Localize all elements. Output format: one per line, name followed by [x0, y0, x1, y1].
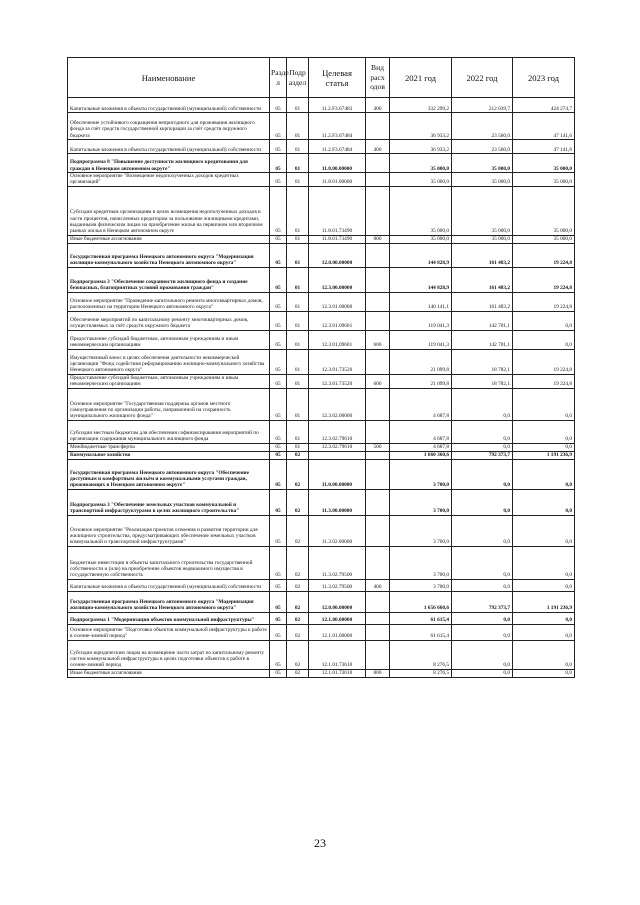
cell-subsection: 01: [287, 140, 309, 154]
cell-2023: 0,0: [513, 311, 575, 330]
cell-expense-type: [366, 612, 390, 624]
cell-2023: 47 141,6: [513, 113, 575, 140]
cell-2023: 0,0: [513, 515, 575, 546]
cell-2023: 19 224,8: [513, 292, 575, 311]
cell-expense-type: [366, 243, 390, 267]
cell-section: 05: [270, 267, 287, 292]
cell-subsection: 01: [287, 98, 309, 113]
cell-2022: 161 483,2: [452, 292, 513, 311]
cell-2021: 21 099,8: [390, 374, 452, 388]
cell-expense-type: [366, 515, 390, 546]
cell-2021: 144 828,9: [390, 267, 452, 292]
cell-section: 05: [270, 140, 287, 154]
cell-2023: 19 224,8: [513, 243, 575, 267]
cell-subsection: 02: [287, 546, 309, 579]
table-row: [68, 243, 575, 267]
table-row: [68, 173, 575, 187]
cell-section: 05: [270, 515, 287, 546]
cell-2022: 142 701,1: [452, 311, 513, 330]
cell-target-article: 12.1.01.00000: [309, 624, 366, 640]
cell-section: 05: [270, 349, 287, 374]
cell-target-article: 12.3.00.00000: [309, 267, 366, 292]
cell-expense-type: [366, 349, 390, 374]
header-section: Разде л: [270, 58, 287, 98]
table-row: [68, 515, 575, 546]
cell-2022: 0,0: [452, 624, 513, 640]
cell-target-article: 12.0.00.00000: [309, 243, 366, 267]
cell-section: 05: [270, 591, 287, 612]
cell-name: Обеспечение устойчивого сокращения непригодного для проживания жилищного фонда за счёт средств государственной корпорации за счёт средств окружного бюджета: [68, 113, 270, 140]
cell-2021: 61 615,4: [390, 624, 452, 640]
cell-expense-type: [366, 640, 390, 669]
cell-subsection: 01: [287, 235, 309, 243]
cell-expense-type: [366, 459, 390, 489]
cell-target-article: 11.8.01.00000: [309, 173, 366, 187]
cell-2023: 19 224,8: [513, 374, 575, 388]
cell-2023: 1 191 236,9: [513, 451, 575, 459]
cell-subsection: 02: [287, 640, 309, 669]
cell-2021: 36 933,2: [390, 113, 452, 140]
table-row: [68, 624, 575, 640]
cell-name: Капитальные вложения в объекты государственной (муниципальной) собственности: [68, 140, 270, 154]
cell-subsection: 02: [287, 591, 309, 612]
table-header-row: [68, 58, 575, 98]
cell-target-article: 11.8.00.00000: [309, 154, 366, 173]
cell-2022: 35 000,0: [452, 186, 513, 235]
cell-expense-type: 800: [366, 669, 390, 677]
header-name: Наименование: [68, 58, 270, 98]
cell-2021: 3 700,0: [390, 515, 452, 546]
cell-name: Иные бюджетные ассигнования: [68, 235, 270, 243]
cell-name: Межбюджетные трансферты: [68, 443, 270, 451]
header-2022: 2022 год: [452, 58, 513, 98]
cell-2022: 0,0: [452, 612, 513, 624]
cell-expense-type: [366, 113, 390, 140]
cell-2021: 8 276,5: [390, 640, 452, 669]
cell-name: Подпрограмма 3 "Обеспечение земельных участков коммунальной и транспортной инфраструктурами в целях жилищного строительства": [68, 489, 270, 515]
cell-subsection: 01: [287, 173, 309, 187]
cell-section: 05: [270, 113, 287, 140]
cell-2021: 4 687,8: [390, 420, 452, 443]
cell-name: Обеспечение мероприятий по капитальному ремонту многоквартирных домов, осуществляемых за счёт средств окружного бюджета: [68, 311, 270, 330]
cell-expense-type: 400: [366, 140, 390, 154]
cell-subsection: 01: [287, 154, 309, 173]
cell-section: 05: [270, 186, 287, 235]
cell-2021: 119 041,3: [390, 330, 452, 349]
cell-2022: 35 000,0: [452, 154, 513, 173]
cell-name: Предоставление субсидий бюджетным, автономным учреждениям и иным некоммерческим организациям: [68, 330, 270, 349]
cell-2022: 0,0: [452, 640, 513, 669]
cell-name: Подпрограмма 3 "Обеспечение сохранности жилищного фонда и создание безопасных, благоприятных условий проживания граждан": [68, 267, 270, 292]
cell-subsection: 02: [287, 459, 309, 489]
table-row: [68, 669, 575, 677]
cell-target-article: 12.1.01.73610: [309, 669, 366, 677]
cell-2022: 0,0: [452, 489, 513, 515]
cell-2021: 119 041,3: [390, 311, 452, 330]
cell-2023: 0,0: [513, 443, 575, 451]
cell-section: 05: [270, 612, 287, 624]
table-row: [68, 489, 575, 515]
cell-section: 05: [270, 388, 287, 420]
cell-section: 05: [270, 98, 287, 113]
header-2023: 2023 год: [513, 58, 575, 98]
cell-section: 05: [270, 292, 287, 311]
cell-name: Капитальные вложения в объекты государственной (муниципальной) собственности: [68, 579, 270, 591]
cell-2023: 0,0: [513, 330, 575, 349]
table-row: [68, 546, 575, 579]
cell-expense-type: [366, 173, 390, 187]
cell-name: Коммунальное хозяйство: [68, 451, 270, 459]
cell-2022: 18 782,1: [452, 374, 513, 388]
table-row: [68, 311, 575, 330]
cell-2022: 161 483,2: [452, 243, 513, 267]
cell-2023: 35 000,0: [513, 235, 575, 243]
table-row: [68, 591, 575, 612]
cell-2023: 0,0: [513, 624, 575, 640]
cell-2021: 61 615,4: [390, 612, 452, 624]
cell-2023: 0,0: [513, 579, 575, 591]
cell-2023: 35 000,0: [513, 154, 575, 173]
cell-2021: 35 000,0: [390, 173, 452, 187]
table-row: [68, 579, 575, 591]
cell-name: Субсидии юридическим лицам на возмещение части затрат по капитальному ремонту систем коммунальной инфраструктуры в целях подготовки объектов к работе в осенне-зимний период: [68, 640, 270, 669]
cell-2023: 0,0: [513, 459, 575, 489]
header-subsection: Подр аздел: [287, 58, 309, 98]
table-row: [68, 235, 575, 243]
cell-2022: 0,0: [452, 420, 513, 443]
cell-subsection: 01: [287, 113, 309, 140]
cell-target-article: 12.3.02.00000: [309, 388, 366, 420]
cell-target-article: 11.2.F3.67483: [309, 98, 366, 113]
cell-name: Основное мероприятие "Возмещение недополученных доходов кредитных организаций": [68, 173, 270, 187]
cell-target-article: 11.3.02.79500: [309, 546, 366, 579]
cell-expense-type: [366, 154, 390, 173]
cell-section: 05: [270, 443, 287, 451]
cell-2021: 35 000,0: [390, 186, 452, 235]
table-row: [68, 374, 575, 388]
cell-subsection: 01: [287, 420, 309, 443]
cell-expense-type: [366, 311, 390, 330]
cell-expense-type: 600: [366, 330, 390, 349]
cell-expense-type: [366, 186, 390, 235]
cell-expense-type: 400: [366, 98, 390, 113]
cell-target-article: 12.3.01.09601: [309, 311, 366, 330]
cell-expense-type: [366, 489, 390, 515]
cell-2023: 0,0: [513, 546, 575, 579]
table-row: [68, 459, 575, 489]
cell-2023: 0,0: [513, 640, 575, 669]
cell-expense-type: [366, 624, 390, 640]
table-row: [68, 140, 575, 154]
cell-expense-type: 800: [366, 235, 390, 243]
cell-section: 05: [270, 579, 287, 591]
cell-2022: 0,0: [452, 669, 513, 677]
cell-target-article: [309, 451, 366, 459]
cell-section: 05: [270, 154, 287, 173]
cell-name: Подпрограмма 8 "Повышение доступности жилищного кредитования для граждан в Ненецком автономном округе": [68, 154, 270, 173]
cell-2022: 0,0: [452, 579, 513, 591]
cell-name: Субсидии местным бюджетам для обеспечения софинансирования мероприятий по организации содержания муниципального жилищного фонда: [68, 420, 270, 443]
cell-subsection: 02: [287, 579, 309, 591]
cell-2021: 1 660 360,6: [390, 451, 452, 459]
table-row: [68, 330, 575, 349]
cell-2022: 0,0: [452, 515, 513, 546]
cell-2022: 212 039,7: [452, 98, 513, 113]
page-number: 23: [314, 836, 326, 850]
cell-2021: 4 687,8: [390, 443, 452, 451]
cell-name: Государственная программа Ненецкого автономного округа "Модернизация жилищно-коммунального хозяйства Ненецкого автономного округа": [68, 243, 270, 267]
cell-2023: 0,0: [513, 420, 575, 443]
cell-2021: 35 000,0: [390, 154, 452, 173]
cell-name: Иные бюджетные ассигнования: [68, 669, 270, 677]
cell-name: Государственная программа Ненецкого автономного округа "Обеспечение доступным и комфортным жильём и коммунальными услугами граждан, проживающих в Ненецком автономном округе": [68, 459, 270, 489]
cell-2021: 8 276,5: [390, 669, 452, 677]
cell-subsection: 01: [287, 330, 309, 349]
cell-2022: 792 373,7: [452, 591, 513, 612]
table-body: [68, 98, 575, 678]
table-row: [68, 267, 575, 292]
cell-2023: 35 000,0: [513, 173, 575, 187]
cell-2023: 0,0: [513, 489, 575, 515]
cell-expense-type: 500: [366, 443, 390, 451]
cell-name: Имущественный взнос в целях обеспечения деятельности некоммерческой организации "Фонд содействия реформированию жилищно-коммунального хозяйства Ненецкого автономного округа": [68, 349, 270, 374]
cell-expense-type: [366, 546, 390, 579]
cell-expense-type: [366, 420, 390, 443]
cell-name: Основное мероприятие "Государственная поддержка органов местного самоуправления по организации работы, направленной на сохранность муниципального жилищного фонда": [68, 388, 270, 420]
cell-2021: 3 700,0: [390, 579, 452, 591]
cell-expense-type: 600: [366, 374, 390, 388]
cell-target-article: 11.3.02.79500: [309, 579, 366, 591]
cell-section: 05: [270, 624, 287, 640]
cell-target-article: 12.3.01.09601: [309, 330, 366, 349]
cell-2023: 1 191 236,9: [513, 591, 575, 612]
table-row: [68, 292, 575, 311]
cell-target-article: 12.1.00.00000: [309, 612, 366, 624]
cell-name: Субсидии кредитным организациям в целях возмещения недополученных доходов в части процентов, начисленных кредитором за пользование жилищными кредитами, выданными физическим лицам на приобретение жилья на первичном или вторичном рынках жилья в Ненецком автономном округе: [68, 186, 270, 235]
header-expense-type: Вид расх одов: [366, 58, 390, 98]
table-row: [68, 420, 575, 443]
cell-2021: 4 687,8: [390, 388, 452, 420]
cell-2021: 144 828,9: [390, 243, 452, 267]
cell-name: Капитальные вложения в объекты государственной (муниципальной) собственности: [68, 98, 270, 113]
cell-subsection: 01: [287, 388, 309, 420]
cell-section: 05: [270, 640, 287, 669]
cell-subsection: 02: [287, 669, 309, 677]
cell-2023: 424 274,7: [513, 98, 575, 113]
cell-2021: 21 099,8: [390, 349, 452, 374]
cell-section: 05: [270, 669, 287, 677]
cell-2023: 0,0: [513, 388, 575, 420]
cell-2023: 0,0: [513, 612, 575, 624]
cell-target-article: 12.3.01.00000: [309, 292, 366, 311]
cell-target-article: 11.8.01.73490: [309, 186, 366, 235]
cell-target-article: 11.2.F3.67484: [309, 113, 366, 140]
table-row: [68, 612, 575, 624]
table-row: [68, 443, 575, 451]
cell-target-article: 11.8.01.73490: [309, 235, 366, 243]
cell-subsection: 02: [287, 612, 309, 624]
cell-subsection: 01: [287, 349, 309, 374]
cell-subsection: 01: [287, 374, 309, 388]
cell-2021: 140 141,1: [390, 292, 452, 311]
cell-section: 05: [270, 173, 287, 187]
cell-subsection: 01: [287, 243, 309, 267]
table-row: [68, 186, 575, 235]
cell-2022: 0,0: [452, 546, 513, 579]
cell-2021: 36 933,2: [390, 140, 452, 154]
cell-2022: 0,0: [452, 459, 513, 489]
cell-target-article: 12.3.01.73520: [309, 349, 366, 374]
cell-target-article: 11.3.02.00000: [309, 515, 366, 546]
cell-target-article: 12.1.01.73610: [309, 640, 366, 669]
cell-name: Подпрограмма 1 "Модернизация объектов коммунальной инфраструктуры": [68, 612, 270, 624]
cell-name: Государственная программа Ненецкого автономного округа "Модернизация жилищно-коммунального хозяйства Ненецкого автономного округа": [68, 591, 270, 612]
cell-subsection: 01: [287, 311, 309, 330]
cell-target-article: 12.3.01.73520: [309, 374, 366, 388]
cell-expense-type: [366, 451, 390, 459]
cell-name: Бюджетные инвестиции в объекты капитального строительства государственной собственности и (или) на приобретение объектов недвижимого имущества в государственную собственность: [68, 546, 270, 579]
cell-section: 05: [270, 311, 287, 330]
cell-target-article: 11.3.00.00000: [309, 489, 366, 515]
cell-2022: 23 560,0: [452, 140, 513, 154]
cell-section: 05: [270, 459, 287, 489]
budget-table: [67, 57, 575, 678]
table-row: [68, 388, 575, 420]
cell-2021: 1 656 660,6: [390, 591, 452, 612]
table-row: [68, 98, 575, 113]
cell-2022: 142 701,1: [452, 330, 513, 349]
cell-2022: 0,0: [452, 443, 513, 451]
cell-expense-type: [366, 591, 390, 612]
table-row: [68, 113, 575, 140]
cell-target-article: 11.2.F3.67484: [309, 140, 366, 154]
cell-2021: 3 700,0: [390, 459, 452, 489]
cell-2023: 19 224,8: [513, 349, 575, 374]
cell-target-article: 11.0.00.00000: [309, 459, 366, 489]
cell-2021: 35 000,0: [390, 235, 452, 243]
cell-subsection: 02: [287, 451, 309, 459]
cell-section: 05: [270, 489, 287, 515]
cell-2021: 332 299,2: [390, 98, 452, 113]
table-row: [68, 154, 575, 173]
cell-subsection: 01: [287, 292, 309, 311]
cell-section: 05: [270, 374, 287, 388]
table-row: [68, 349, 575, 374]
cell-2022: 161 483,2: [452, 267, 513, 292]
cell-subsection: 01: [287, 443, 309, 451]
cell-section: 05: [270, 243, 287, 267]
cell-section: 05: [270, 330, 287, 349]
cell-subsection: 02: [287, 515, 309, 546]
cell-2023: 0,0: [513, 669, 575, 677]
cell-target-article: 12.3.02.79610: [309, 443, 366, 451]
cell-name: Основное мероприятие "Проведение капитального ремонта многоквартирных домов, расположенных на территории Ненецкого автономного округа": [68, 292, 270, 311]
table-row: [68, 451, 575, 459]
cell-section: 05: [270, 451, 287, 459]
cell-subsection: 01: [287, 186, 309, 235]
cell-2023: 19 224,8: [513, 267, 575, 292]
cell-expense-type: [366, 292, 390, 311]
cell-name: Предоставление субсидий бюджетным, автономным учреждениям и иным некоммерческим организациям: [68, 374, 270, 388]
cell-section: 05: [270, 235, 287, 243]
cell-expense-type: 400: [366, 579, 390, 591]
cell-target-article: 12.0.00.00000: [309, 591, 366, 612]
cell-2022: 35 000,0: [452, 235, 513, 243]
table-row: [68, 640, 575, 669]
cell-section: 05: [270, 546, 287, 579]
cell-name: Основное мероприятие "Реализация проектов освоения и развития территории для жилищного строительства, предусматривающих обеспечение земельных участков коммунальной и транспортной инфраструктурами": [68, 515, 270, 546]
cell-target-article: 12.3.02.79610: [309, 420, 366, 443]
cell-2021: 3 700,0: [390, 546, 452, 579]
header-target-article: Целевая статья: [309, 58, 366, 98]
cell-subsection: 02: [287, 624, 309, 640]
cell-section: 05: [270, 420, 287, 443]
cell-expense-type: [366, 267, 390, 292]
cell-2022: 23 560,0: [452, 113, 513, 140]
cell-2022: 35 000,0: [452, 173, 513, 187]
cell-2022: 0,0: [452, 388, 513, 420]
cell-name: Основное мероприятие "Подготовка объектов коммунальной инфраструктуры к работе в осенне-зимний период": [68, 624, 270, 640]
cell-subsection: 01: [287, 267, 309, 292]
cell-2021: 3 700,0: [390, 489, 452, 515]
cell-subsection: 02: [287, 489, 309, 515]
cell-2023: 47 141,6: [513, 140, 575, 154]
cell-2022: 18 782,1: [452, 349, 513, 374]
cell-expense-type: [366, 388, 390, 420]
header-2021: 2021 год: [390, 58, 452, 98]
cell-2022: 792 373,7: [452, 451, 513, 459]
cell-2023: 35 000,0: [513, 186, 575, 235]
